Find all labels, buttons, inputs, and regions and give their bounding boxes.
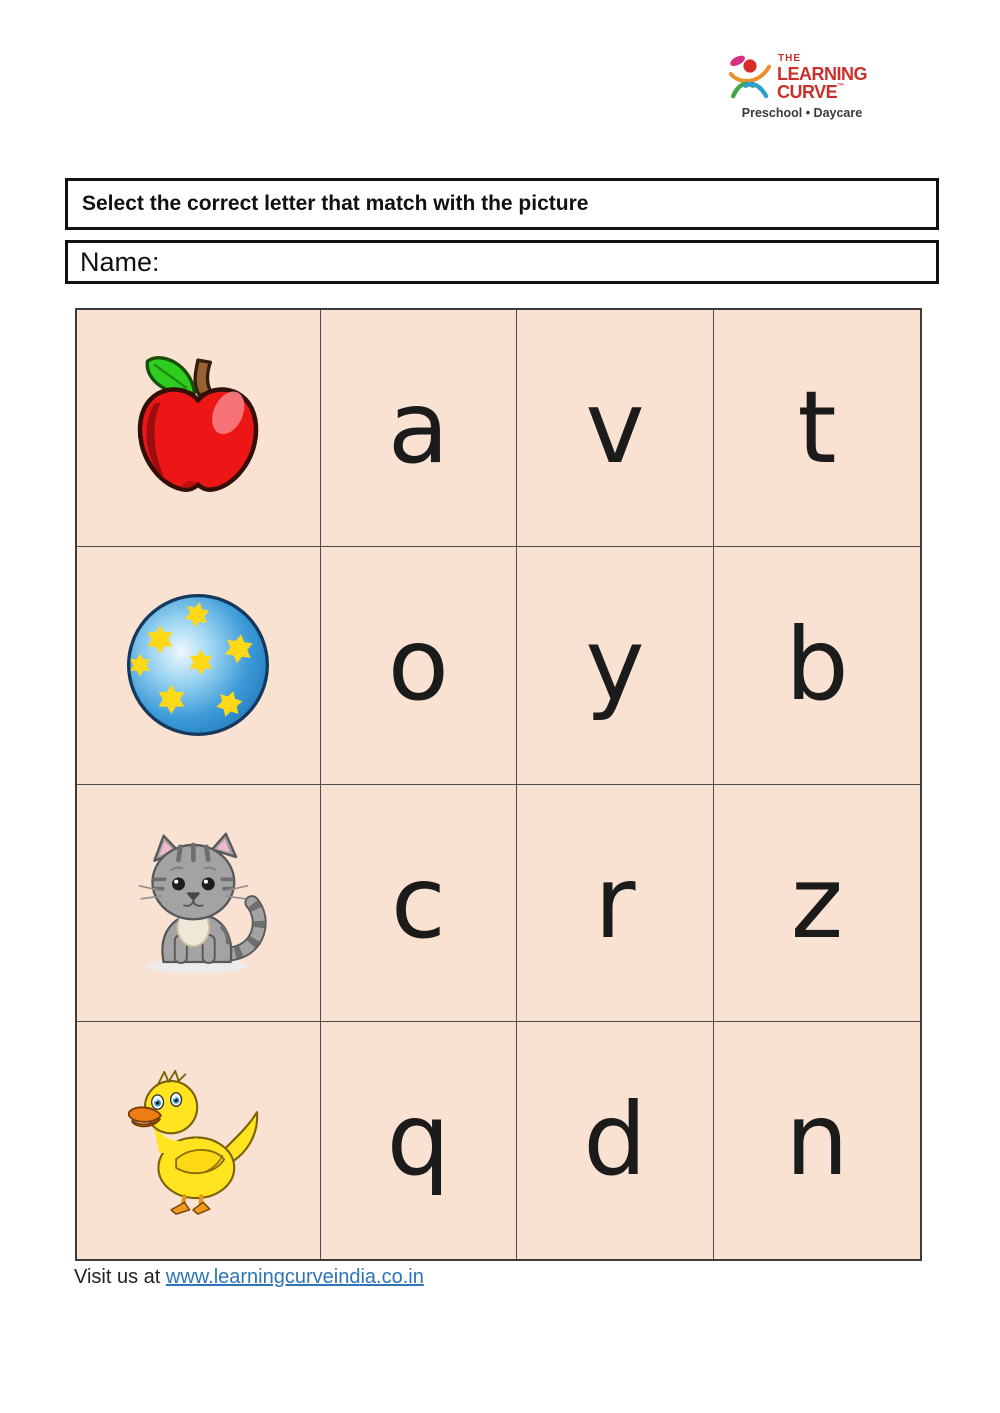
letter-option-a[interactable] (321, 310, 517, 547)
letter-option-d[interactable] (517, 1022, 714, 1259)
letter-text: n (785, 1081, 849, 1199)
footer-text: Visit us at (74, 1266, 166, 1288)
name-input-area[interactable] (160, 243, 936, 281)
letter-text: r (594, 843, 636, 961)
letter-text: z (790, 843, 844, 961)
duck-image (122, 1060, 274, 1220)
letter-option-t[interactable] (714, 310, 920, 547)
name-box (65, 240, 939, 284)
letter-option-c[interactable] (321, 785, 517, 1022)
learning-curve-logo (728, 52, 884, 120)
letter-option-y[interactable] (517, 547, 714, 784)
picture-cell-ball (77, 547, 321, 784)
footer-website-link[interactable]: www.learningcurveindia.co.in (165, 1266, 424, 1288)
letter-text: y (585, 606, 645, 724)
letter-text: a (387, 369, 449, 487)
logo-figure-icon (728, 52, 772, 102)
letter-option-v[interactable] (517, 310, 714, 547)
picture-cell-cat (77, 785, 321, 1022)
letter-option-r[interactable] (517, 785, 714, 1022)
footer (74, 1266, 424, 1289)
letter-text: q (386, 1081, 451, 1199)
letter-option-q[interactable] (321, 1022, 517, 1259)
worksheet-grid (75, 308, 922, 1261)
letter-option-z[interactable] (714, 785, 920, 1022)
name-label: Name: (80, 246, 160, 277)
letter-text: v (585, 369, 645, 487)
letter-option-b[interactable] (714, 547, 920, 784)
letter-text: t (797, 369, 837, 487)
logo-trademark: ™ (837, 83, 844, 91)
logo-word-learning: LEARNING (777, 64, 867, 84)
letter-text: c (390, 843, 446, 961)
logo-word-the: THE (778, 53, 801, 64)
letter-text: b (785, 606, 849, 724)
instruction-text: Select the correct letter that match with the picture (82, 192, 589, 215)
letter-text: d (583, 1081, 647, 1199)
letter-option-o[interactable] (321, 547, 517, 784)
cat-image (119, 831, 277, 975)
picture-cell-apple (77, 310, 321, 547)
ball-image (122, 589, 274, 741)
logo-word-curve: CURVE (777, 82, 838, 103)
letter-option-n[interactable] (714, 1022, 920, 1259)
logo-tagline: Preschool • Daycare (741, 106, 863, 120)
apple-image (125, 350, 271, 507)
instruction-box (65, 178, 939, 230)
letter-text: o (387, 606, 449, 724)
picture-cell-duck (77, 1022, 321, 1259)
